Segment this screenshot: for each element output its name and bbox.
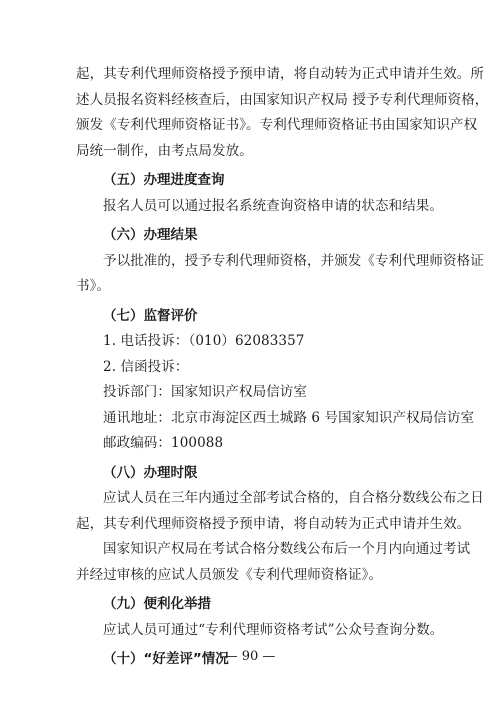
document-body	[76, 62, 489, 673]
mailing-address: 通讯地址：北京市海淀区西土城路 6 号国家知识产权局信访室	[103, 409, 475, 426]
section-heading: （八）办理时限	[103, 464, 198, 481]
text-line: 并经过审核的应试人员颁发《专利代理师资格证》。	[76, 566, 383, 583]
section-convenience	[76, 592, 444, 643]
text-line: 局统一制作，由考点局发放。	[76, 142, 253, 159]
section-result	[76, 223, 484, 300]
phone-complaint: 1. 电话投诉：（010）62083357	[103, 333, 305, 349]
section-heading: （七）监督评价	[103, 307, 198, 324]
text-line: 予以批准的，授予专利代理师资格，并颁发《专利代理师资格证	[103, 252, 484, 269]
text-line: 国家知识产权局在考试合格分数线公布后一个月内向通过考试	[103, 541, 471, 557]
section-heading: （五）办理进度查询	[103, 172, 225, 188]
section-heading: （十）“好差评”情况	[103, 651, 229, 667]
text-line: 报名人员可以通过报名系统查询资格申请的状态和结果。	[103, 197, 443, 214]
text-line: 应试人员在三年内通过全部考试合格的，自合格分数线公布之日	[103, 490, 484, 506]
section-supervision	[76, 304, 475, 457]
text-line: 起，其专利代理师资格授予预申请，将自动转为正式申请并生效。	[76, 515, 471, 532]
text-line: 书》。	[76, 278, 111, 294]
section-progress-query	[76, 168, 443, 219]
section-heading: （九）便利化举措	[103, 596, 211, 612]
text-line: 应试人员可通过“专利代理师资格考试”公众号查询分数。	[103, 621, 444, 638]
text-line: 起，其专利代理师资格授予预申请，将自动转为正式申请并生效。所	[76, 66, 484, 82]
section-time-limit	[76, 461, 484, 589]
section-heading: （六）办理结果	[103, 227, 198, 243]
text-line: 颁发《专利代理师资格证书》。专利代理师资格证书由国家知识产权	[76, 117, 478, 133]
page-number: — 90 —	[224, 649, 276, 664]
paragraph-continuation	[76, 62, 489, 164]
letter-complaint: 2. 信函投诉：	[103, 358, 189, 375]
complaint-department: 投诉部门：国家知识产权局信访室	[103, 384, 307, 400]
text-line: 述人员报名资料经核查后，由国家知识产权局 授予专利代理师资格，	[76, 91, 489, 108]
postal-code: 邮政编码：100088	[103, 435, 224, 451]
